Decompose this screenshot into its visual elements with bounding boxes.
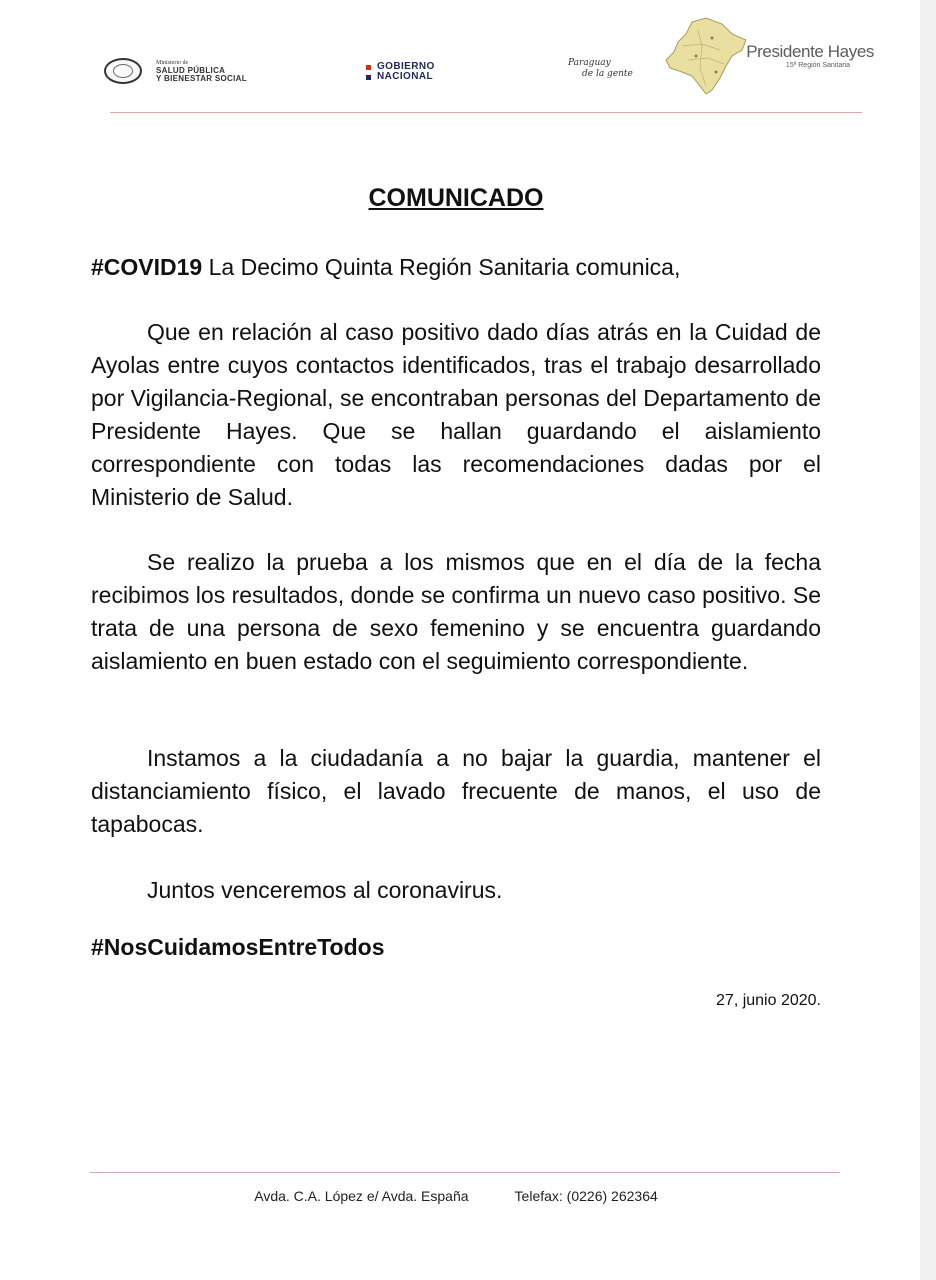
footer bbox=[0, 1188, 912, 1204]
gobierno-line2: NACIONAL bbox=[377, 71, 433, 82]
ministerio-logo bbox=[104, 56, 247, 86]
ministerio-line2: Y BIENESTAR SOCIAL bbox=[156, 74, 247, 83]
greeting-line bbox=[91, 254, 821, 281]
footer-address: Avda. C.A. López e/ Avda. España bbox=[254, 1188, 469, 1204]
ministerio-small-text: Ministerio de bbox=[156, 60, 189, 66]
red-square-icon bbox=[366, 65, 371, 70]
covid-hashtag: #COVID19 bbox=[91, 254, 203, 280]
region-title: Presidente Hayes bbox=[746, 42, 874, 61]
national-seal-icon bbox=[104, 58, 142, 84]
paragraph-closing: Juntos venceremos al coronavirus. bbox=[147, 877, 503, 903]
paragraph-contacts: Que en relación al caso positivo dado días atrás en la Cuidad de Ayolas entre cuyos contactos identificados, tras el trabajo desarrollado por Vigilancia-Regional, se encontraban personas del Departamento de Presidente Hayes. Que se hallan guardando el aislamiento correspondiente con todas las recomendaciones dadas por el Ministerio de Salud. bbox=[91, 319, 821, 510]
paraguay-line1: Paraguay bbox=[568, 58, 611, 68]
paraguay-line2: de la gente bbox=[582, 69, 633, 79]
letterhead bbox=[96, 14, 876, 100]
gobierno-nacional-logo bbox=[366, 62, 435, 82]
closing-hashtag: #NosCuidamosEntreTodos bbox=[91, 934, 385, 960]
gobierno-line1: GOBIERNO bbox=[377, 61, 435, 72]
footer-phone: Telefax: (0226) 262364 bbox=[514, 1188, 658, 1204]
paraguay-de-la-gente-logo bbox=[568, 58, 633, 80]
greeting-text: La Decimo Quinta Región Sanitaria comunica, bbox=[202, 254, 681, 280]
ministerio-line1: SALUD PÚBLICA bbox=[156, 66, 226, 75]
region-sanitaria-logo bbox=[746, 42, 874, 69]
document-date: 27, junio 2020. bbox=[716, 992, 821, 1009]
presidente-hayes-map-icon bbox=[662, 16, 748, 96]
paragraph-results: Se realizo la prueba a los mismos que en el día de la fecha recibimos los resultados, donde se confirma un nuevo caso positivo. Se trata de una persona de sexo femenino y se encuentra guardando aislamiento en buen estado con el seguimiento correspondiente. bbox=[91, 549, 822, 674]
region-subtitle: 15ª Región Sanitaria bbox=[785, 62, 850, 69]
navy-square-icon bbox=[366, 75, 371, 80]
paragraph-recommendations: Instamos a la ciudadanía a no bajar la guardia, mantener el distanciamiento físico, el lavado frecuente de manos, el uso de tapabocas. bbox=[91, 745, 821, 837]
footer-divider bbox=[90, 1172, 840, 1173]
document-title: COMUNICADO bbox=[368, 184, 544, 212]
header-divider bbox=[110, 112, 862, 113]
viewer-side-strip bbox=[920, 0, 936, 1280]
ministerio-wordmark bbox=[156, 59, 247, 83]
